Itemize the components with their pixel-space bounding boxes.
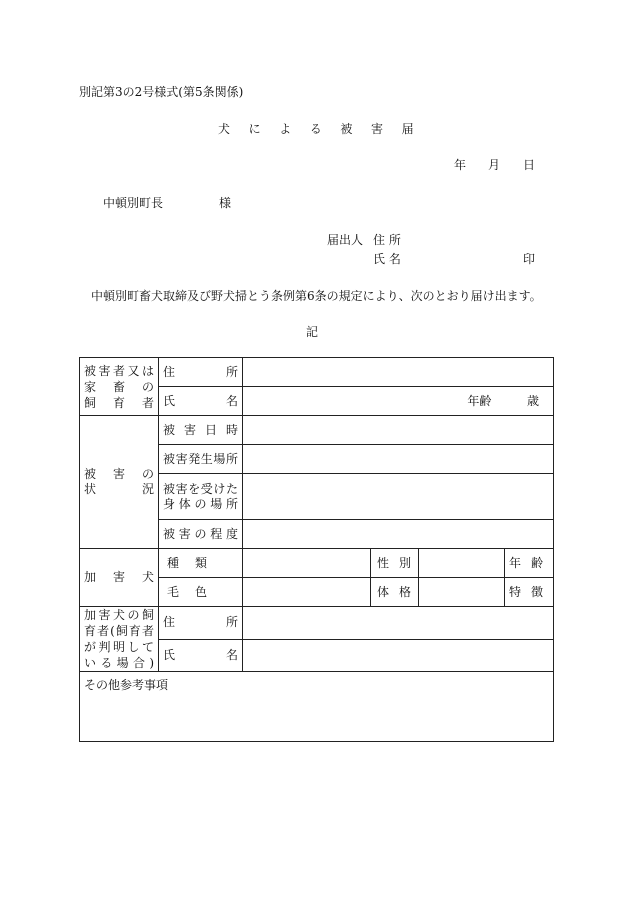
victim-name-label: 氏名: [159, 387, 243, 416]
breed-field[interactable]: [243, 549, 371, 578]
reporter-label: 届出人: [327, 233, 364, 247]
reporter-name-label: 氏 名: [373, 252, 401, 266]
damage-degree-label: 被害の程度: [159, 520, 243, 549]
date-day-label: 日: [523, 158, 536, 172]
other-notes-label: その他参考事項: [84, 678, 169, 692]
honorific: 様: [219, 196, 232, 210]
page-title: 犬による被害届: [218, 122, 433, 136]
damage-place-field[interactable]: [243, 445, 554, 474]
build-label: 体格: [371, 578, 419, 607]
build-field[interactable]: [419, 578, 505, 607]
ki-heading: 記: [306, 325, 319, 339]
dog-age-label: 年齢: [505, 549, 554, 578]
victim-address-field[interactable]: [243, 358, 554, 387]
damage-body-label: 被害を受けた 身体の場所: [159, 474, 243, 520]
damage-place-label: 被害発生場所: [159, 445, 243, 474]
damage-degree-field[interactable]: [243, 520, 554, 549]
damage-date-label: 被害日時: [159, 416, 243, 445]
damage-group-label: 被 害 の 状 況: [80, 416, 159, 549]
other-notes-field[interactable]: [80, 672, 554, 742]
damage-body-field[interactable]: [243, 474, 554, 520]
damage-date-field[interactable]: [243, 416, 554, 445]
sex-field[interactable]: [419, 549, 505, 578]
report-table: [79, 357, 554, 742]
owner-address-label: 住所: [159, 607, 243, 640]
owner-group-label: 加害犬の飼 育者(飼育者 が判明して いる場合): [80, 607, 159, 672]
reporter-address-label: 住 所: [373, 233, 401, 247]
body-text: 中頓別町畜犬取締及び野犬掃とう条例第6条の規定により、次のとおり届け出ます。: [91, 289, 542, 303]
addressee: 中頓別町長: [103, 196, 164, 210]
victim-address-label: 住所: [159, 358, 243, 387]
owner-name-field[interactable]: [243, 639, 554, 672]
seal-mark: 印: [523, 252, 536, 266]
form-reference: 別記第3の2号様式(第5条関係): [79, 85, 244, 99]
owner-address-field[interactable]: [243, 607, 554, 640]
breed-label: 種類: [159, 549, 243, 578]
features-label: 特徴: [505, 578, 554, 607]
date-year-label: 年: [454, 158, 467, 172]
victim-name-field[interactable]: [243, 387, 554, 416]
victim-group-label: 被害者又は 家 畜 の 飼 育 者: [80, 358, 159, 416]
sex-label: 性別: [371, 549, 419, 578]
age-unit: 歳: [527, 393, 540, 408]
coat-label: 毛色: [159, 578, 243, 607]
age-label: 年齢: [467, 393, 492, 408]
coat-field[interactable]: [243, 578, 371, 607]
dog-group-label: 加 害 犬: [80, 549, 159, 607]
owner-name-label: 氏名: [159, 639, 243, 672]
date-month-label: 月: [488, 158, 501, 172]
